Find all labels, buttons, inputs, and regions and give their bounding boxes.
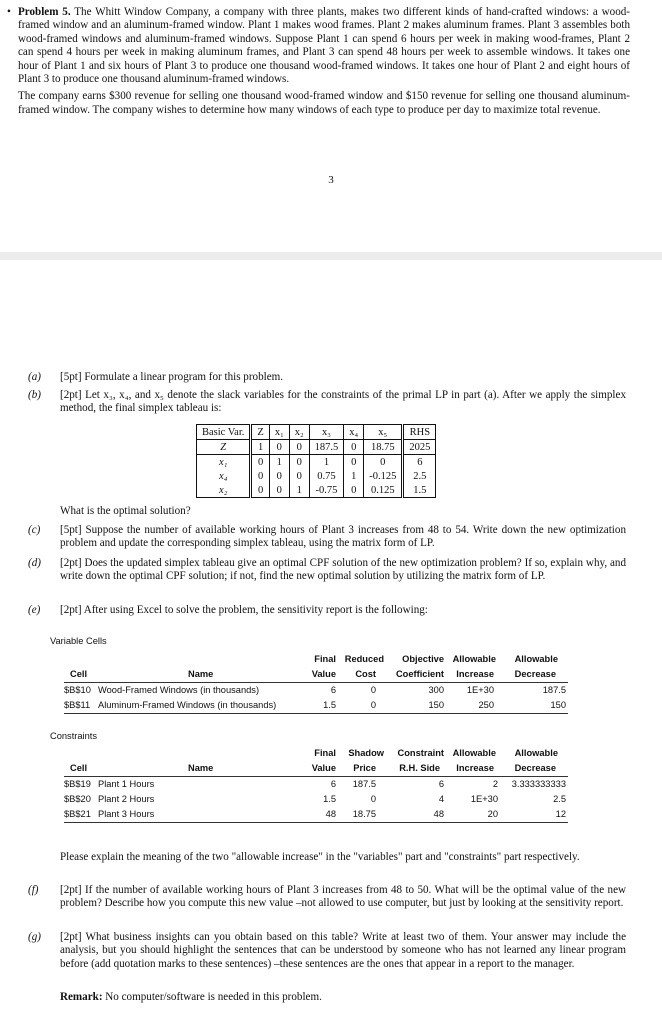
var-cost: 0 xyxy=(370,700,376,710)
var-cell: $B$11 xyxy=(64,700,91,710)
con-price: 0 xyxy=(370,794,376,804)
part-f-label: (f) xyxy=(28,884,39,896)
var-coef: 300 xyxy=(428,685,444,695)
part-a-label: (a) xyxy=(28,371,41,383)
var-head: Cost xyxy=(355,669,376,679)
var-head: Name xyxy=(188,669,214,679)
con-cell: $B$19 xyxy=(64,779,91,789)
con-value: 1.5 xyxy=(323,794,336,804)
con-name: Plant 1 Hours xyxy=(98,779,155,789)
con-head: Decrease xyxy=(514,763,556,773)
var-dec: 150 xyxy=(550,700,566,710)
con-cell: $B$21 xyxy=(64,809,91,819)
con-price: 18.75 xyxy=(352,809,376,819)
tableau-cell: 0 xyxy=(380,456,386,468)
var-inc: 1E+30 xyxy=(466,685,494,695)
part-c-text: [5pt] Suppose the number of available working hours of Plant 3 increases from 48 to 54. Write down the new optimization problem and update the corresponding simplex tableau, using the matrix form of LP. xyxy=(60,524,626,550)
part-d-text: [2pt] Does the updated simplex tableau give an optimal CPF solution of the new optimization problem? If so, explain why, and write down the optimal CPF solution; if not, find the new optimal solution by utilizing the matrix form of LP. xyxy=(60,557,626,583)
con-head: Name xyxy=(188,763,214,773)
tableau-header: x₄ xyxy=(344,425,364,440)
rule xyxy=(64,822,568,823)
tableau-header: x₃ xyxy=(309,425,344,440)
part-f-text: [2pt] If the number of available working hours of Plant 3 increases from 48 to 50. What will be the optimal value of the new problem? Describe how you compute this new value –not allowed to use computer, but just by looking at the sensitivity report. xyxy=(60,884,626,910)
remark-text: No computer/software is needed in this problem. xyxy=(105,991,322,1003)
part-e-question: Please explain the meaning of the two "allowable increase" in the "variables" part and "constraints" part respectively. xyxy=(60,851,580,863)
con-name: Plant 3 Hours xyxy=(98,809,155,819)
tableau-cell: 1.5 xyxy=(403,483,436,498)
var-dec: 187.5 xyxy=(542,685,566,695)
tableau-cell: x₄ xyxy=(197,469,251,483)
part-f xyxy=(28,884,626,911)
part-b-label: (b) xyxy=(28,389,41,401)
tableau-header: Basic Var. xyxy=(197,425,251,440)
rule xyxy=(64,776,568,777)
con-head: Constraint xyxy=(397,748,444,758)
con-head: Cell xyxy=(70,763,88,773)
con-head: Shadow xyxy=(348,748,384,758)
tableau-cell: Z xyxy=(197,440,251,455)
var-value: 6 xyxy=(330,685,336,695)
var-inc: 250 xyxy=(478,700,494,710)
tableau-cell: 0.75 xyxy=(309,469,344,483)
rule xyxy=(64,713,568,714)
con-cell: $B$20 xyxy=(64,794,91,804)
problem-text: The Whitt Window Company, a company with three plants, makes two different kinds of hand-crafted windows: a wood-framed window and an aluminum-framed window. Plant 1 makes wood frames. Plant 2 makes aluminum frames. Plant 3 assembles both wood-framed windows and aluminum-framed windows. Suppose Plant 1 can spend 6 hours per week in making wood-frames, Plant 2 can spend 4 hours per week in making aluminum frames, and Plant 3 can spend 48 hours per week to assemble windows. It takes one hour of Plant 1 and six hours of Plant 3 to produce one thousand wood-framed windows. It takes one hour of Plant 2 and eight hours of Plant 3 to produce one thousand aluminum-framed windows. xyxy=(18,6,630,86)
con-inc: 20 xyxy=(487,809,498,819)
con-head: Price xyxy=(353,763,376,773)
part-g-text: [2pt] What business insights can you obtain based on this table? Write at least two of them. Your answer may include the analysis, but you should highlight the sentences that can be understood by someone who has not learned any linear program before (add quotation marks to these sentences) –these sentences are the ones that appear in a report to the manager. xyxy=(60,931,626,970)
tableau-cell: 0 xyxy=(289,455,309,470)
tableau-cell: 0 xyxy=(251,483,269,498)
tableau-cell: 2025 xyxy=(403,440,436,455)
var-head: Allowable xyxy=(514,654,558,664)
tableau-header: Z xyxy=(251,425,269,440)
con-head: R.H. Side xyxy=(399,763,440,773)
con-value: 6 xyxy=(330,779,336,789)
tableau-cell: 0 xyxy=(251,455,269,470)
page-number: 3 xyxy=(328,174,334,186)
tableau-header: x₅ xyxy=(364,425,403,440)
var-cost: 0 xyxy=(370,685,376,695)
tableau-header: x₂ xyxy=(289,425,309,440)
tableau-cell: x₁ xyxy=(197,455,251,470)
con-name: Plant 2 Hours xyxy=(98,794,155,804)
tableau-cell: 0 xyxy=(344,455,364,470)
con-dec: 12 xyxy=(555,809,566,819)
var-head: Allowable xyxy=(452,654,496,664)
part-a-text: [5pt] Formulate a linear program for this problem. xyxy=(60,371,284,383)
constraints-title: Constraints xyxy=(50,731,98,741)
problem-paragraph-2: The company earns $300 revenue for selling one thousand wood-framed window and $150 revenue for selling one thousand aluminum-framed window. The company wishes to determine how many windows of each type to produce per day to maximize total revenue. xyxy=(18,90,630,116)
con-rhs: 48 xyxy=(433,809,444,819)
bullet: • xyxy=(7,6,11,18)
con-dec: 2.5 xyxy=(553,794,566,804)
tableau-header: RHS xyxy=(403,425,436,440)
part-b-text: [2pt] Let x₃, x₄, and x₅ denote the slack variables for the constraints of the primal LP in part (a). After we apply the simplex method, the final simplex tableau is: xyxy=(60,389,626,415)
con-price: 187.5 xyxy=(352,779,376,789)
remark-label: Remark: xyxy=(60,991,103,1003)
con-rhs: 6 xyxy=(438,779,444,789)
var-cell: $B$10 xyxy=(64,685,91,695)
var-head: Objective xyxy=(402,654,444,664)
var-head: Cell xyxy=(70,669,88,679)
tableau-cell: 0 xyxy=(269,469,289,483)
problem-title: Problem 5. xyxy=(18,6,71,18)
part-e-label: (e) xyxy=(28,604,41,616)
tableau-cell: 0 xyxy=(344,483,364,498)
part-c-label: (c) xyxy=(28,524,41,536)
remark xyxy=(28,991,626,1004)
var-head: Coefficient xyxy=(395,669,444,679)
con-head: Allowable xyxy=(514,748,558,758)
var-value: 1.5 xyxy=(323,700,336,710)
tableau-cell: 18.75 xyxy=(364,440,403,455)
part-d-label: (d) xyxy=(28,557,41,569)
tableau-cell: 1 xyxy=(269,455,289,470)
con-dec: 3.333333333 xyxy=(511,779,566,789)
tableau-cell: 1 xyxy=(344,469,364,483)
part-g-label: (g) xyxy=(28,931,41,943)
con-rhs: 4 xyxy=(438,794,444,804)
tableau-cell: 2.5 xyxy=(403,469,436,483)
tableau-cell: 187.5 xyxy=(309,440,344,455)
var-head: Final xyxy=(314,654,336,664)
tableau-cell: 1 xyxy=(251,440,269,455)
con-head: Value xyxy=(311,763,336,773)
var-name: Aluminum-Framed Windows (in thousands) xyxy=(98,700,277,710)
con-head: Increase xyxy=(456,763,494,773)
tableau-cell: 6 xyxy=(403,455,436,470)
tableau-cell: -0.75 xyxy=(309,483,344,498)
tableau-header: x₁ xyxy=(269,425,289,440)
tableau-cell: 1 xyxy=(309,455,344,470)
con-value: 48 xyxy=(325,809,336,819)
con-head: Allowable xyxy=(452,748,496,758)
tableau-cell: 0 xyxy=(269,440,289,455)
tableau-cell: 0 xyxy=(289,469,309,483)
var-coef: 150 xyxy=(428,700,444,710)
tableau-cell: 0.125 xyxy=(370,484,395,496)
tableau-cell: x₂ xyxy=(197,483,251,498)
var-head: Decrease xyxy=(514,669,556,679)
tableau-cell: 1 xyxy=(289,483,309,498)
tableau-cell: 0 xyxy=(289,440,309,455)
var-name: Wood-Framed Windows (in thousands) xyxy=(98,685,260,695)
tableau-cell: 0 xyxy=(344,440,364,455)
tableau-cell: -0.125 xyxy=(369,470,397,482)
part-e-text: [2pt] After using Excel to solve the problem, the sensitivity report is the following: xyxy=(60,604,428,616)
part-b-question: What is the optimal solution? xyxy=(60,505,191,517)
tableau-cell: 0 xyxy=(269,483,289,498)
con-head: Final xyxy=(314,748,336,758)
rule xyxy=(64,682,568,683)
var-head: Value xyxy=(311,669,336,679)
variable-cells-title: Variable Cells xyxy=(50,636,107,646)
var-head: Increase xyxy=(456,669,494,679)
con-inc: 1E+30 xyxy=(470,794,498,804)
tableau-cell: 0 xyxy=(251,469,269,483)
part-g xyxy=(28,931,626,971)
var-head: Reduced xyxy=(344,654,384,664)
con-inc: 2 xyxy=(492,779,498,789)
